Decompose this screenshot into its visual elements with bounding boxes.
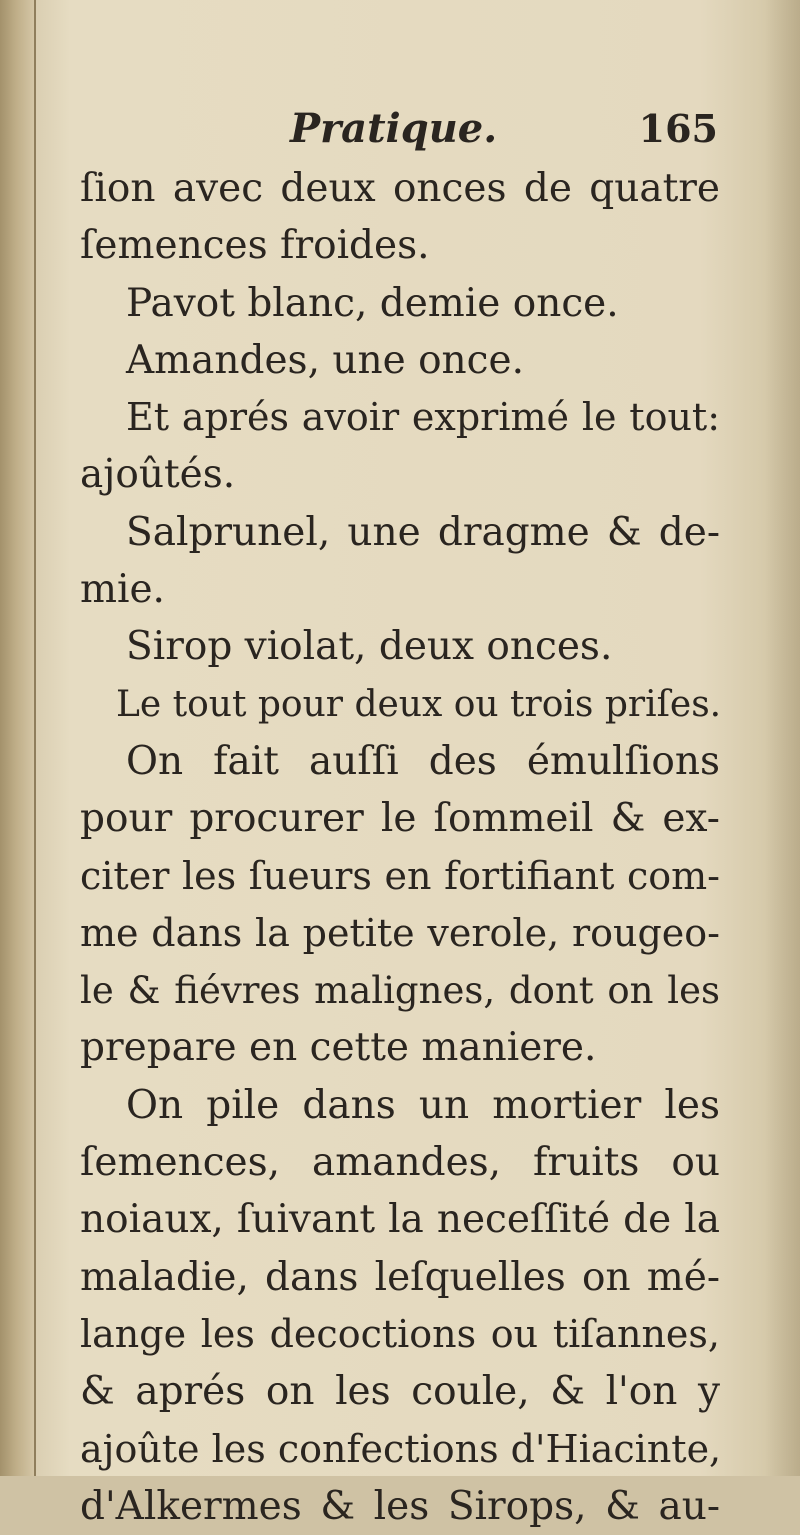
- text-line: & aprés on les coule, & l'on y: [80, 1369, 720, 1415]
- page-number: 165: [638, 106, 718, 151]
- text-line: Pavot blanc, demie once.: [126, 280, 619, 326]
- text-line: le & fiévres malignes, dont on les: [80, 969, 720, 1013]
- text-line: ſemences froides.: [80, 223, 430, 269]
- text-line: Et aprés avoir exprimé le tout:: [126, 395, 720, 440]
- text-line: mie.: [80, 567, 165, 613]
- text-line: maladie, dans leſquelles on mé-: [80, 1254, 720, 1300]
- book-spine: [0, 0, 36, 1476]
- page-header: [80, 100, 720, 160]
- text-line: pour procurer le ſommeil & ex-: [80, 796, 720, 842]
- running-title: Pratique.: [290, 105, 498, 152]
- text-line: Amandes, une once.: [126, 337, 524, 383]
- text-line: d'Alkermes & les Sirops, & au-: [80, 1483, 720, 1529]
- text-line: ſemences, amandes, fruits ou: [80, 1140, 720, 1186]
- page-fold-shadow: [765, 0, 800, 1476]
- text-line: ajoûtés.: [80, 452, 236, 498]
- text-line: Le tout pour deux ou trois priſes.: [116, 683, 722, 725]
- text-line: ajoûte les confections d'Hiacinte,: [80, 1426, 722, 1471]
- text-line: Salprunel, une dragme & de-: [126, 509, 720, 555]
- text-line: On pile dans un mortier les: [126, 1082, 720, 1128]
- text-line: citer les ſueurs en fortifiant com-: [80, 853, 720, 898]
- text-line: me dans la petite verole, rougeo-: [80, 910, 720, 955]
- text-line: ſion avec deux onces de quatre: [80, 166, 720, 211]
- text-line: lange les decoctions ou tiſannes,: [80, 1311, 720, 1356]
- text-line: Sirop violat, deux onces.: [126, 624, 613, 670]
- text-line: prepare en cette maniere.: [80, 1025, 597, 1071]
- text-block: [80, 100, 720, 1535]
- text-line: noiaux, ſuivant la neceſſité de la: [80, 1197, 720, 1243]
- text-line: On fait auſſi des émulſions: [126, 738, 720, 784]
